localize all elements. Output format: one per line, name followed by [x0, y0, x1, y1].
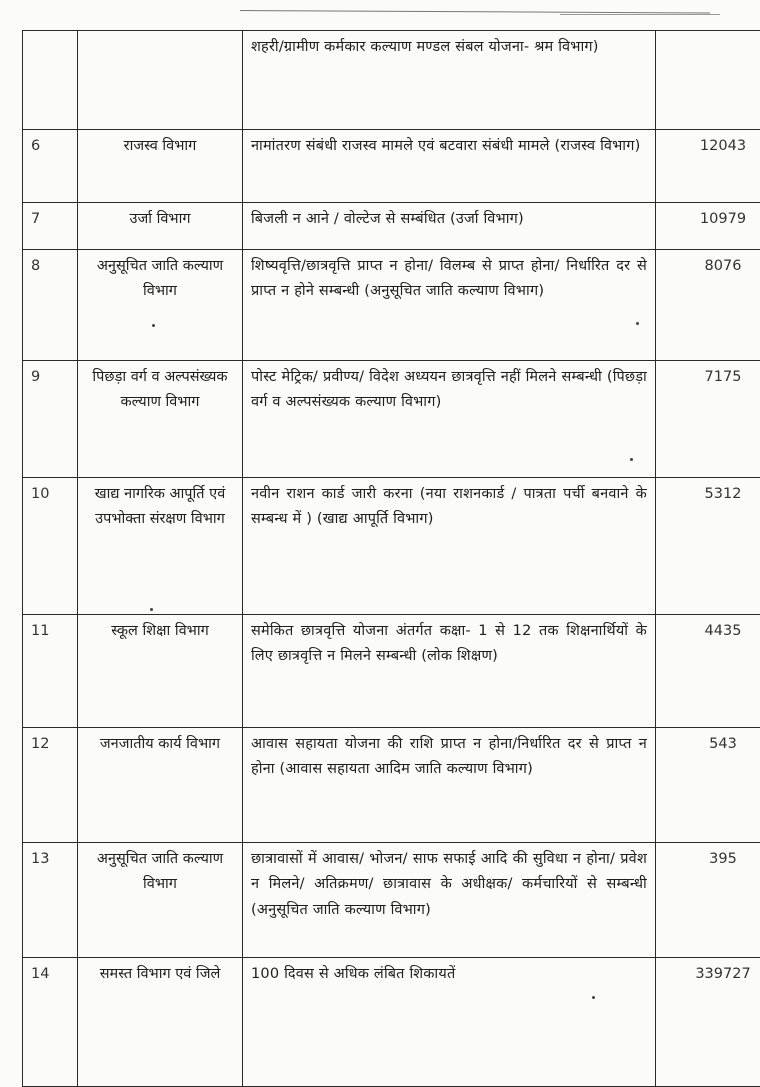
department-cell: स्कूल शिक्षा विभाग — [78, 615, 243, 728]
serial-number-cell: 9 — [23, 361, 78, 478]
serial-number-cell: 11 — [23, 615, 78, 728]
table-row — [23, 361, 760, 478]
scan-artifact-line — [560, 14, 720, 15]
complaint-count-cell: 10979 — [656, 203, 760, 250]
scan-speck — [592, 996, 595, 999]
complaint-count-cell: 5312 — [656, 478, 760, 615]
department-cell: समस्त विभाग एवं जिले — [78, 958, 243, 1087]
table-row — [23, 615, 760, 728]
department-cell: खाद्य नागरिक आपूर्ति एवं उपभोक्ता संरक्षण विभाग — [78, 478, 243, 615]
complaint-description-cell: शहरी/ग्रामीण कर्मकार कल्याण मण्डल संबल योजना- श्रम विभाग) — [243, 31, 656, 130]
department-cell: उर्जा विभाग — [78, 203, 243, 250]
table-row — [23, 843, 760, 958]
department-cell: अनुसूचित जाति कल्याण विभाग — [78, 250, 243, 361]
complaint-count-cell: 4435 — [656, 615, 760, 728]
department-cell: पिछड़ा वर्ग व अल्पसंख्यक कल्याण विभाग — [78, 361, 243, 478]
scan-speck — [630, 458, 633, 461]
serial-number-cell: 6 — [23, 130, 78, 203]
complaint-description-cell: नामांतरण संबंधी राजस्व मामले एवं बटवारा संबंधी मामले (राजस्व विभाग) — [243, 130, 656, 203]
complaint-count-cell: 395 — [656, 843, 760, 958]
department-cell — [78, 31, 243, 130]
scan-artifact-line — [240, 10, 710, 13]
complaint-description-cell: छात्रावासों में आवास/ भोजन/ साफ सफाई आदि की सुविधा न होना/ प्रवेश न मिलने/ अतिक्रमण/ छात्रावास के अधीक्षक/ कर्मचारियों से सम्बन्धी (अनुसूचित जाति कल्याण विभाग) — [243, 843, 656, 958]
scan-speck — [152, 324, 155, 327]
complaint-count-cell: 7175 — [656, 361, 760, 478]
department-cell: राजस्व विभाग — [78, 130, 243, 203]
table-row — [23, 130, 760, 203]
complaint-count-cell: 339727 — [656, 958, 760, 1087]
scan-speck — [636, 322, 639, 325]
complaints-table — [22, 30, 760, 1087]
complaint-description-cell: नवीन राशन कार्ड जारी करना (नया राशनकार्ड / पात्रता पर्ची बनवाने के सम्बन्ध में ) (खाद्य आपूर्ति विभाग) — [243, 478, 656, 615]
table-row — [23, 203, 760, 250]
complaint-description-cell: आवास सहायता योजना की राशि प्राप्त न होना/निर्धारित दर से प्राप्त न होना (आवास सहायता आदिम जाति कल्याण विभाग) — [243, 728, 656, 843]
serial-number-cell: 7 — [23, 203, 78, 250]
complaint-count-cell: 543 — [656, 728, 760, 843]
table-row — [23, 250, 760, 361]
table-row — [23, 31, 760, 130]
complaint-description-cell: समेकित छात्रवृत्ति योजना अंतर्गत कक्षा- 1 से 12 तक शिक्षनार्थियों के लिए छात्रवृत्ति न मिलने सम्बन्धी (लोक शिक्षण) — [243, 615, 656, 728]
complaint-description-cell: बिजली न आने / वोल्टेज से सम्बंधित (उर्जा विभाग) — [243, 203, 656, 250]
serial-number-cell: 12 — [23, 728, 78, 843]
complaint-description-cell: पोस्ट मेट्रिक/ प्रवीण्य/ विदेश अध्ययन छात्रवृत्ति नहीं मिलने सम्बन्धी (पिछड़ा वर्ग व अल्पसंख्यक कल्याण विभाग) — [243, 361, 656, 478]
serial-number-cell: 13 — [23, 843, 78, 958]
serial-number-cell: 14 — [23, 958, 78, 1087]
table-row — [23, 728, 760, 843]
serial-number-cell: 8 — [23, 250, 78, 361]
serial-number-cell: 10 — [23, 478, 78, 615]
table-row — [23, 958, 760, 1087]
table-row — [23, 478, 760, 615]
complaint-count-cell — [656, 31, 760, 130]
department-cell: अनुसूचित जाति कल्याण विभाग — [78, 843, 243, 958]
complaint-count-cell: 12043 — [656, 130, 760, 203]
complaint-description-cell: 100 दिवस से अधिक लंबित शिकायतें — [243, 958, 656, 1087]
complaint-count-cell: 8076 — [656, 250, 760, 361]
department-cell: जनजातीय कार्य विभाग — [78, 728, 243, 843]
complaint-description-cell: शिष्यवृत्ति/छात्रवृत्ति प्राप्त न होना/ विलम्ब से प्राप्त होना/ निर्धारित दर से प्राप्त न होने सम्बन्धी (अनुसूचित जाति कल्याण विभाग) — [243, 250, 656, 361]
scan-speck — [150, 608, 153, 611]
serial-number-cell — [23, 31, 78, 130]
